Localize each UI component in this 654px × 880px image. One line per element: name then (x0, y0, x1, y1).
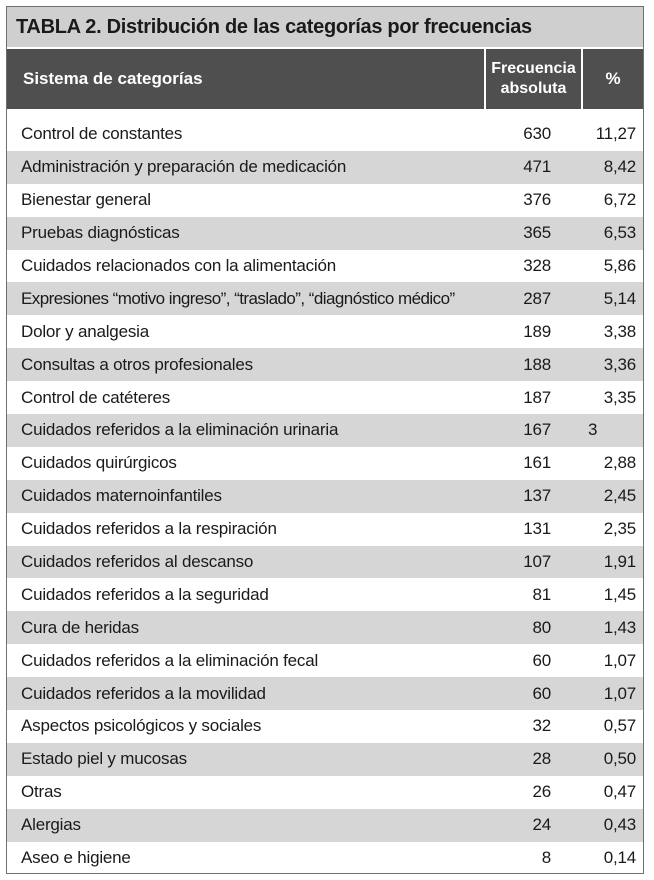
row-frequency: 187 (523, 387, 551, 407)
row-category: Control de catéteres (21, 387, 171, 407)
row-category: Aspectos psicológicos y sociales (21, 716, 262, 736)
header-category: Sistema de categorías (23, 69, 203, 88)
row-frequency: 60 (532, 650, 551, 670)
row-percent: 8,42 (603, 157, 636, 177)
row-category: Aseo e higiene (21, 848, 131, 868)
table-row (7, 743, 643, 776)
row-percent: 6,72 (603, 190, 636, 210)
row-percent: 2,45 (603, 486, 636, 506)
table-row (7, 644, 643, 677)
row-percent: 1,43 (603, 617, 636, 637)
row-frequency: 80 (532, 617, 551, 637)
table-row (7, 809, 643, 842)
row-category: Otras (21, 782, 62, 802)
row-category: Cuidados maternoinfantiles (21, 486, 222, 506)
row-category: Cuidados referidos a la eliminación fecal (21, 650, 319, 670)
row-frequency: 8 (541, 848, 551, 868)
table-row (7, 677, 643, 710)
table-row (7, 578, 643, 611)
row-percent: 3 (588, 420, 598, 440)
row-percent: 0,57 (603, 716, 636, 736)
table-row (7, 842, 643, 875)
table-row (7, 151, 643, 184)
table-row (7, 447, 643, 480)
table-row (7, 546, 643, 579)
row-percent: 1,91 (603, 552, 636, 572)
table-row (7, 217, 643, 250)
row-category: Consultas a otros profesionales (21, 354, 253, 374)
row-frequency: 131 (523, 519, 551, 539)
table-title: TABLA 2. Distribución de las categorías por frecuencias (7, 7, 643, 47)
row-category: Administración y preparación de medicación (21, 157, 347, 177)
row-category: Dolor y analgesia (21, 321, 149, 341)
row-percent: 0,14 (603, 848, 636, 868)
row-frequency: 28 (532, 749, 551, 769)
row-percent: 1,07 (603, 683, 636, 703)
row-frequency: 107 (523, 552, 551, 572)
row-percent: 1,45 (603, 584, 636, 604)
header-frequency-line1: Frecuencia (491, 60, 576, 77)
row-category: Pruebas diagnósticas (21, 223, 180, 243)
row-category: Expresiones “motivo ingreso”, “traslado”, “diagnóstico médico” (21, 288, 455, 308)
table-row (7, 513, 643, 546)
table-row (7, 710, 643, 743)
row-category: Control de constantes (21, 124, 183, 144)
table-row (7, 776, 643, 809)
row-category: Cuidados relacionados con la alimentación (21, 256, 336, 275)
row-frequency: 32 (532, 716, 551, 736)
row-frequency: 189 (523, 321, 551, 341)
row-percent: 1,07 (603, 650, 636, 670)
row-frequency: 376 (523, 190, 551, 210)
row-category: Estado piel y mucosas (21, 749, 187, 769)
row-percent: 6,53 (603, 223, 636, 243)
table-row (7, 348, 643, 381)
header-frequency (484, 49, 581, 109)
row-percent: 5,86 (603, 256, 636, 275)
table-row (7, 611, 643, 644)
row-category: Bienestar general (21, 190, 151, 210)
row-category: Cuidados referidos a la eliminación urinaria (21, 420, 339, 440)
table-row (7, 118, 643, 151)
row-category: Cuidados referidos a la respiración (21, 519, 277, 539)
row-frequency: 365 (523, 223, 551, 243)
table-row (7, 381, 643, 414)
row-frequency: 137 (523, 486, 551, 506)
row-frequency: 287 (523, 288, 551, 308)
row-category: Cuidados referidos a la movilidad (21, 683, 266, 703)
row-frequency: 81 (532, 584, 551, 604)
row-frequency: 60 (532, 683, 551, 703)
row-category: Alergias (21, 815, 81, 835)
row-frequency: 630 (523, 124, 551, 144)
table-body (7, 118, 643, 874)
row-percent: 0,43 (603, 815, 636, 835)
row-frequency: 188 (523, 354, 551, 374)
row-percent: 3,35 (603, 387, 636, 407)
row-frequency: 24 (532, 815, 551, 835)
header-frequency-line2: absoluta (500, 80, 567, 97)
header-percent: % (581, 49, 643, 109)
row-percent: 0,50 (603, 749, 636, 769)
row-percent: 3,38 (603, 321, 636, 341)
row-percent: 5,14 (603, 288, 636, 308)
table-frame (6, 6, 644, 874)
row-percent: 2,88 (603, 453, 636, 473)
table-row (7, 184, 643, 217)
table-row (7, 414, 643, 447)
row-category: Cuidados quirúrgicos (21, 453, 177, 473)
table-row (7, 282, 643, 315)
row-frequency: 26 (532, 782, 551, 802)
row-percent: 2,35 (603, 519, 636, 539)
table-header (7, 47, 643, 109)
row-frequency: 161 (523, 453, 551, 473)
table-row (7, 250, 643, 283)
table-row (7, 315, 643, 348)
row-category: Cura de heridas (21, 617, 139, 637)
row-percent: 0,47 (603, 782, 636, 802)
row-percent: 3,36 (603, 354, 636, 374)
row-category: Cuidados referidos a la seguridad (21, 584, 269, 604)
row-frequency: 167 (523, 420, 551, 440)
row-frequency: 471 (523, 157, 551, 177)
row-frequency: 328 (523, 256, 551, 275)
row-percent: 11,27 (595, 124, 636, 144)
table-row (7, 480, 643, 513)
row-category: Cuidados referidos al descanso (21, 552, 254, 572)
